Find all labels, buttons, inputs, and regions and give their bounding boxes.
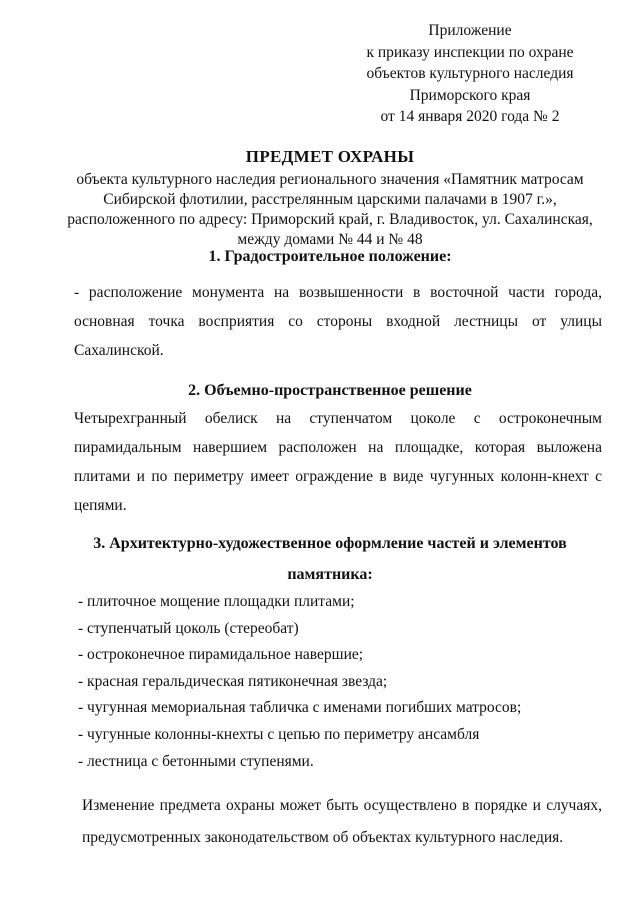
subtitle-line: расположенного по адресу: Приморский край, г. Владивосток, ул. Сахалинская, <box>67 211 593 228</box>
section1-heading: 1. Градостроительное положение: <box>208 248 452 265</box>
subtitle-line: объекта культурного наследия регионального значения «Памятник матросам <box>76 171 584 188</box>
closing-paragraph <box>82 790 602 854</box>
list-item: - остроконечное пирамидальное навершие; <box>78 646 364 664</box>
paragraph-line: Четырехгранный обелиск на ступенчатом цоколе с остроконечным <box>74 410 602 427</box>
subtitle-line: Сибирской флотилии, расстрелянным царскими палачами в 1907 г.», <box>103 191 557 208</box>
appendix-block <box>340 20 600 128</box>
paragraph-line: - расположение монумента на возвышенности в восточной части города, <box>74 284 602 301</box>
subtitle-line: между домами № 44 и № 48 <box>237 231 423 248</box>
section2-paragraph <box>74 404 602 520</box>
paragraph-line: основная точка восприятия со стороны входной лестницы от улицы <box>74 313 602 330</box>
section3-heading: 3. Архитектурно-художественное оформление частей и элементов <box>93 535 567 552</box>
paragraph-line: цепями. <box>74 497 127 514</box>
section2-heading: 2. Объемно-пространственное решение <box>188 382 472 399</box>
appendix-line: объектов культурного наследия <box>366 65 574 82</box>
appendix-line: Приморского края <box>409 86 531 104</box>
paragraph-line: Сахалинской. <box>74 342 164 359</box>
paragraph-line: плитами и по периметру имеет ограждение в виде чугунных колонн-кнехт с <box>74 468 602 485</box>
list-item: - лестница с бетонными ступенями. <box>78 752 314 770</box>
list-item: - плиточное мощение площадки плитами; <box>78 593 355 610</box>
list-item: - чугунная мемориальная табличка с именами погибших матросов; <box>78 699 522 717</box>
paragraph-line: пирамидальным навершием расположен на площадке, которая выложена <box>74 439 602 456</box>
section1-paragraph <box>74 278 602 365</box>
section3-list <box>78 589 598 775</box>
appendix-line: от 14 января 2020 года № 2 <box>380 108 560 125</box>
paragraph-line: Изменение предмета охраны может быть осуществлено в порядке и случаях, <box>82 797 602 814</box>
list-item: - ступенчатый цоколь (стереобат) <box>78 619 299 637</box>
document-subtitle <box>40 170 620 250</box>
list-item: - чугунные колонны-кнехты с цепью по периметру ансамбля <box>78 725 480 743</box>
title-block <box>40 146 620 250</box>
section3-heading-continued: памятника: <box>287 566 373 583</box>
appendix-line: Приложение <box>428 22 512 39</box>
paragraph-line: предусмотренных законодательством об объектах культурного наследия. <box>82 829 564 846</box>
document-title: ПРЕДМЕТ ОХРАНЫ <box>245 147 415 166</box>
appendix-line: к приказу инспекции по охране <box>366 43 574 61</box>
list-item: - красная геральдическая пятиконечная звезда; <box>78 672 388 690</box>
